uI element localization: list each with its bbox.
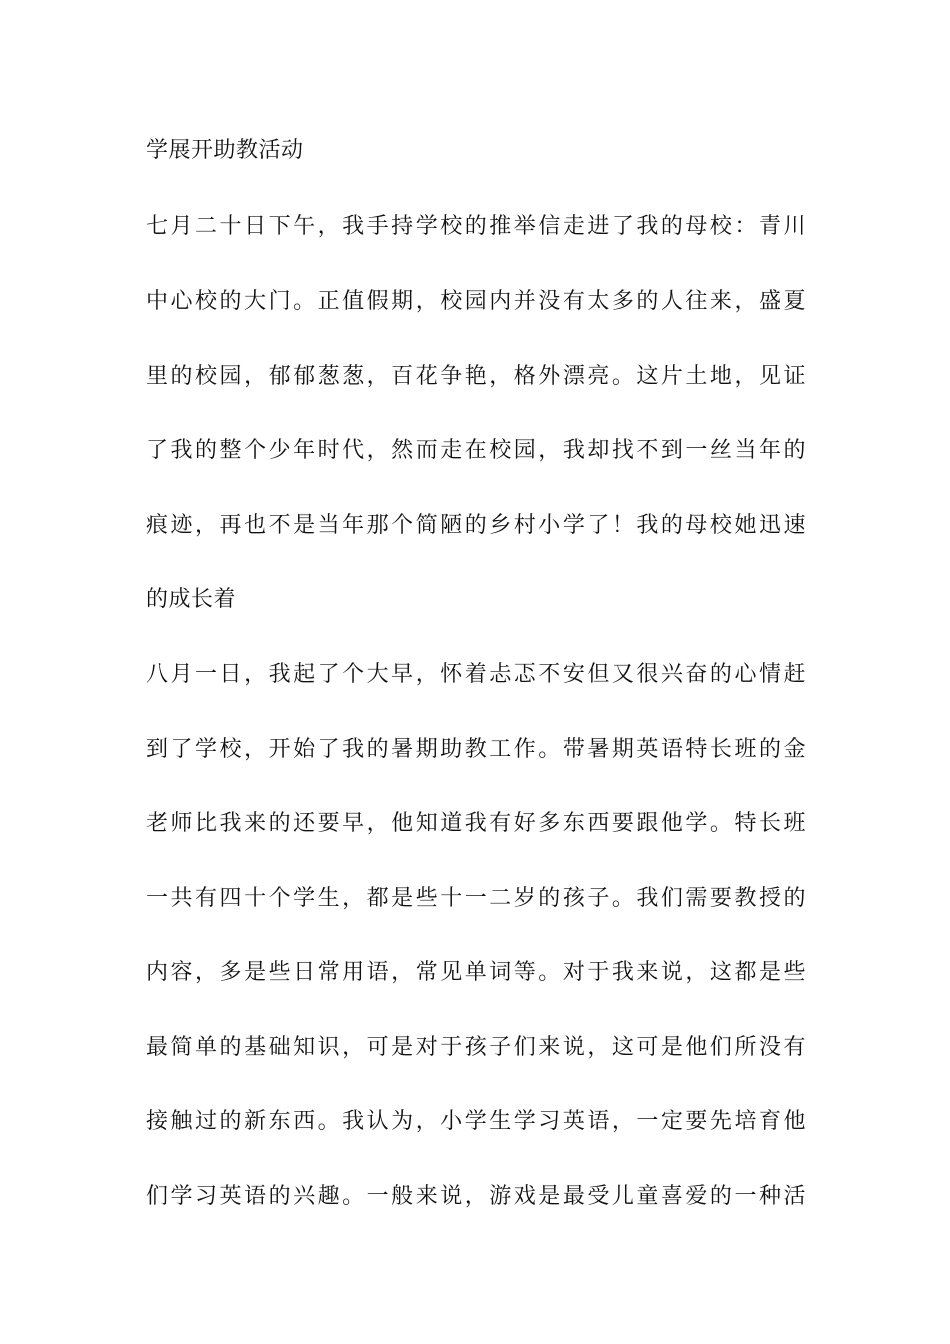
paragraph-line: 八月一日，我起了个大早，怀着忐忑不安但又很兴奋的心情赶 <box>146 662 806 687</box>
paragraph-line: 痕迹，再也不是当年那个简陋的乡村小学了！我的母校她迅速 <box>146 513 806 538</box>
paragraph-line: 内容，多是些日常用语，常见单词等。对于我来说，这都是些 <box>146 960 806 985</box>
paragraph-line: 了我的整个少年时代，然而走在校园，我却找不到一丝当年的 <box>146 438 806 463</box>
paragraph-line: 的成长着 <box>146 587 237 612</box>
paragraph-line: 接触过的新东西。我认为，小学生学习英语，一定要先培育他 <box>146 1109 806 1134</box>
paragraph-line: 老师比我来的还要早，他知道我有好多东西要跟他学。特长班 <box>146 811 806 836</box>
document-title: 学展开助教活动 <box>146 138 304 163</box>
paragraph-line: 们学习英语的兴趣。一般来说，游戏是最受儿童喜爱的一种活 <box>146 1184 806 1209</box>
paragraph-line: 里的校园，郁郁葱葱，百花争艳，格外漂亮。这片土地，见证 <box>146 364 806 389</box>
paragraph-line: 到了学校，开始了我的暑期助教工作。带暑期英语特长班的金 <box>146 737 806 762</box>
paragraph-line: 一共有四十个学生，都是些十一二岁的孩子。我们需要教授的 <box>146 886 806 911</box>
paragraph-line: 中心校的大门。正值假期，校园内并没有太多的人往来，盛夏 <box>146 289 806 314</box>
paragraph-line: 最简单的基础知识，可是对于孩子们来说，这可是他们所没有 <box>146 1035 806 1060</box>
paragraph-line: 七月二十日下午，我手持学校的推举信走进了我的母校：青川 <box>146 214 806 239</box>
